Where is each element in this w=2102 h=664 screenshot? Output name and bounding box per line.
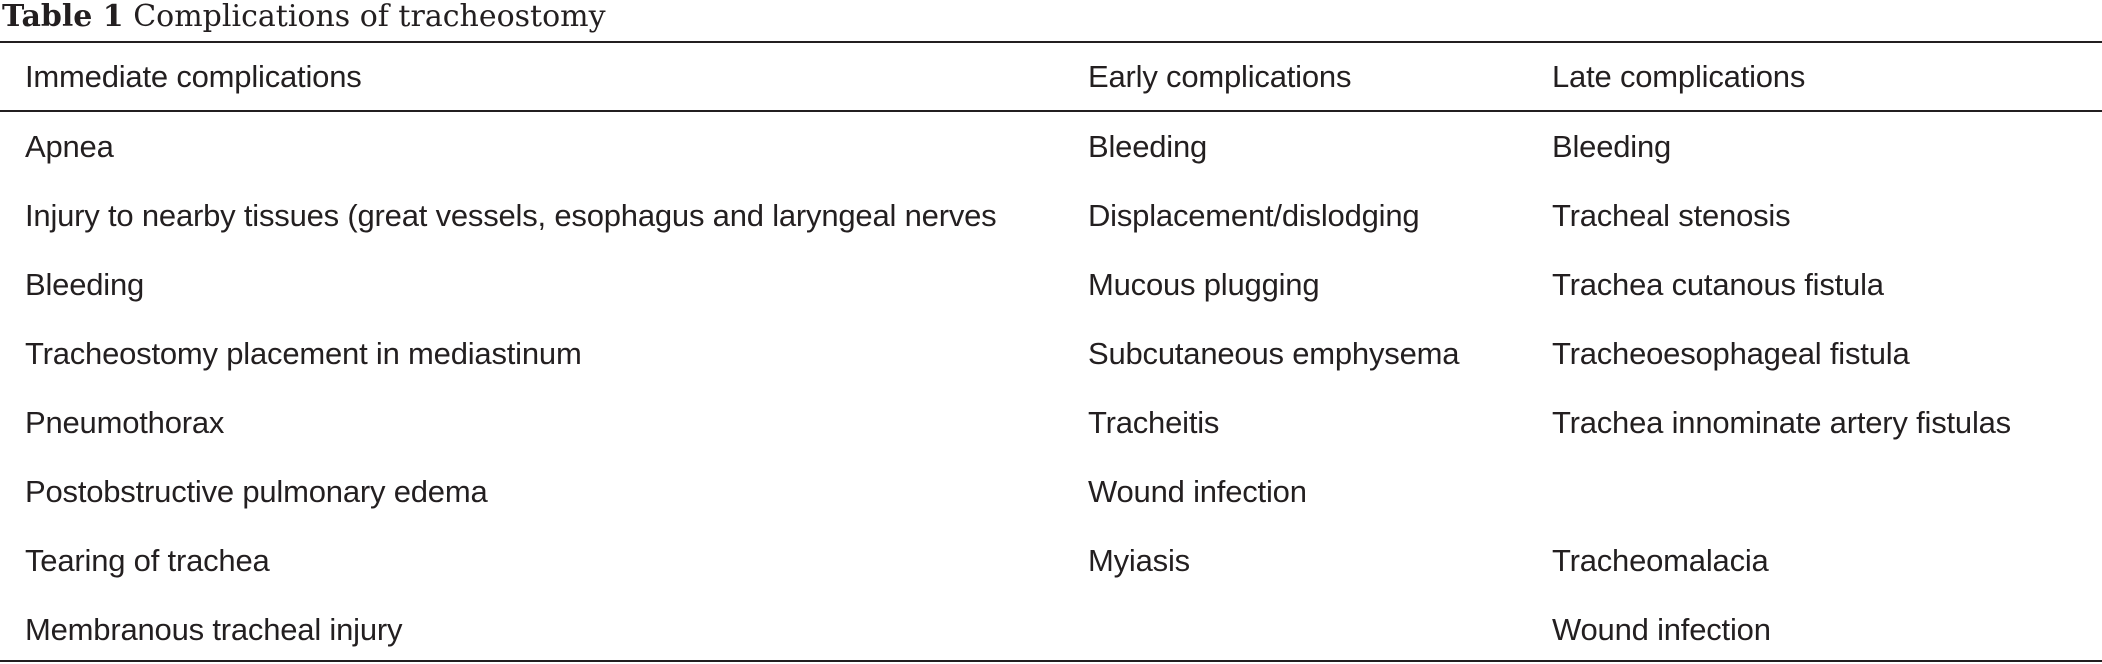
table-row [0, 319, 2102, 388]
table-row [0, 526, 2102, 595]
table-row [0, 112, 2102, 181]
table-number: Table 1 [2, 0, 124, 34]
table-row [0, 181, 2102, 250]
table-header-row [0, 43, 2102, 110]
table-cell: Membranous tracheal injury [25, 611, 403, 647]
table-cell: Wound infection [1088, 473, 1307, 509]
column-header-early: Early complications [1088, 58, 1352, 94]
table-row [0, 250, 2102, 319]
table-cell: Tracheal stenosis [1552, 197, 1791, 233]
table-title: Complications of tracheostomy [133, 0, 606, 34]
column-header-immediate: Immediate complications [25, 58, 362, 94]
table-cell: Tracheoesophageal fistula [1552, 335, 1910, 371]
table-cell: Tracheostomy placement in mediastinum [25, 335, 582, 371]
table-row [0, 595, 2102, 664]
column-header-late: Late complications [1552, 58, 1806, 94]
table-cell: Tracheitis [1088, 404, 1220, 440]
table-cell: Bleeding [1088, 128, 1208, 164]
table-cell: Tracheomalacia [1552, 542, 1769, 578]
table-cell: Apnea [25, 128, 114, 164]
table-cell: Trachea innominate artery fistulas [1552, 404, 2011, 440]
table-row [0, 388, 2102, 457]
table-cell: Bleeding [1552, 128, 1672, 164]
table-cell: Bleeding [25, 266, 145, 302]
table-cell: Trachea cutanous fistula [1552, 266, 1884, 302]
table-cell: Tearing of trachea [25, 542, 270, 578]
table-cell: Pneumothorax [25, 404, 225, 440]
table-caption [2, 0, 606, 40]
table-cell: Myiasis [1088, 542, 1190, 578]
table-cell: Wound infection [1552, 611, 1771, 647]
complications-table [0, 43, 2102, 664]
table-cell: Postobstructive pulmonary edema [25, 473, 488, 509]
table-row [0, 457, 2102, 526]
table-cell: Displacement/dislodging [1088, 197, 1420, 233]
table-cell: Injury to nearby tissues (great vessels, esophagus and laryngeal nerves [25, 197, 997, 233]
table-cell: Mucous plugging [1088, 266, 1320, 302]
table-cell: Subcutaneous emphysema [1088, 335, 1460, 371]
